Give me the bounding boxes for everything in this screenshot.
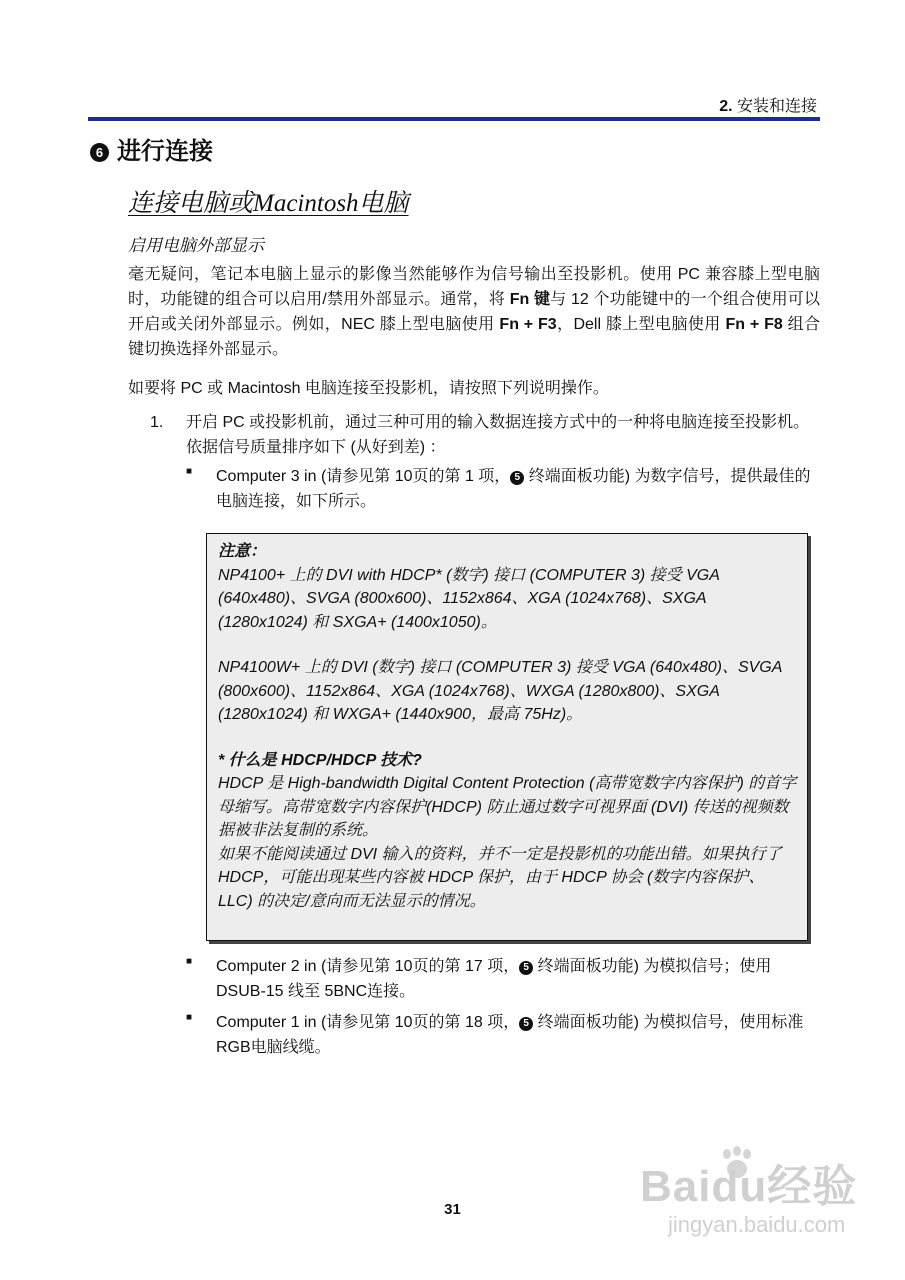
bullet-text: Computer 3 in (请参见第 10页的第 1 项， bbox=[216, 468, 511, 485]
section-title-text: 进行连接 bbox=[117, 138, 213, 165]
note-paragraph: NP4100W+ 上的 DVI (数字) 接口 (COMPUTER 3) 接受 VGA (640x480)、SVGA (800x600)、1152x864、XGA (1024x768)、WXGA (1280x800)、SXGA (1280x1024) 和 WXGA+ (1440x900，最高 75Hz)。 bbox=[218, 659, 782, 723]
para1-text-a: 毫无疑问，笔记本电脑上显示的影像当然能够作为信号输出至投影机。使用 PC 兼容膝上型电脑时，功能键的组合可以启用/禁用外部显示。通常，将 bbox=[128, 266, 820, 308]
bullet-text: 终端面板功能) 为数字信号，提供最佳的电脑连接，如下所示。 bbox=[216, 468, 811, 510]
circled-number-icon: 5 bbox=[519, 961, 533, 975]
fn-key-label: Fn 键 bbox=[509, 291, 551, 308]
bullet-text: Computer 2 in (请参见第 10页的第 17 项， bbox=[216, 958, 520, 975]
bullet-item bbox=[216, 464, 820, 514]
chapter-number: 2. bbox=[719, 98, 733, 115]
note-box bbox=[206, 533, 808, 941]
note-heading: 注意： bbox=[218, 543, 267, 560]
note-paragraph: NP4100+ 上的 DVI with HDCP* (数字) 接口 (COMPUTER 3) 接受 VGA (640x480)、SVGA (800x600)、1152x864、XGA (1024x768)、SXGA (1280x1024) 和 SXGA+ (1400x1050)。 bbox=[218, 566, 720, 631]
nec-keys-label: Fn + F3 bbox=[499, 316, 557, 333]
bullet-marker: ■ bbox=[186, 956, 193, 967]
para1-text-b: 与 12 个功能键中的一个组合使用可以开启或关闭外部显示。例如，NEC 膝上型电脑使用 bbox=[128, 291, 820, 333]
bullet-item bbox=[216, 1010, 820, 1060]
para1-text-c: ，Dell 膝上型电脑使用 bbox=[556, 316, 726, 333]
section-number-icon: 6 bbox=[90, 143, 109, 162]
note-paragraph: 如果不能阅读通过 DVI 输入的资料，并不一定是投影机的功能出错。如果执行了 HDCP，可能出现某些内容被 HDCP 保护，由于 HDCP 协会 (数字内容保护、LLC) 的决定/意向而无法显示的情况。 bbox=[218, 845, 782, 910]
circled-number-icon: 5 bbox=[510, 471, 524, 485]
section-title bbox=[90, 131, 213, 166]
paragraph-2: 如要将 PC 或 Macintosh 电脑连接至投影机，请按照下列说明操作。 bbox=[128, 380, 609, 397]
bullet-text: 终端面板功能) 为模拟信号，使用标准RGB电脑线缆。 bbox=[216, 1014, 804, 1056]
step-number: 1. bbox=[150, 414, 164, 431]
paragraph-1 bbox=[128, 262, 820, 362]
page-number: 31 bbox=[444, 1201, 461, 1218]
step-text: 开启 PC 或投影机前，通过三种可用的输入数据连接方式中的一种将电脑连接至投影机。依据信号质量排序如下 (从好到差) ： bbox=[186, 414, 810, 456]
circled-number-icon: 5 bbox=[519, 1017, 533, 1031]
subheading: 启用电脑外部显示 bbox=[128, 236, 264, 255]
bullet-marker: ■ bbox=[186, 466, 193, 477]
header-rule bbox=[88, 117, 820, 121]
subtitle: 连接电脑或Macintosh电脑 bbox=[128, 190, 409, 217]
dell-keys-label: Fn + F8 bbox=[725, 316, 783, 333]
watermark-url: jingyan.baidu.com bbox=[668, 1212, 846, 1237]
bullet-item bbox=[216, 954, 820, 1004]
note-paragraph: HDCP 是 High-bandwidth Digital Content Protection (高带宽数字内容保护) 的首字母缩写。高带宽数字内容保护(HDCP) 防止通过数字可视界面 (DVI) 传送的视频数据被非法复制的系统。 bbox=[218, 775, 797, 839]
watermark-logo: Baidu经验 bbox=[640, 1162, 858, 1211]
bullet-text: Computer 1 in (请参见第 10页的第 18 项， bbox=[216, 1014, 520, 1031]
para1-text-d: 组合键切换选择外部显示。 bbox=[128, 316, 820, 358]
note-question-heading: * 什么是 HDCP/HDCP 技术? bbox=[218, 751, 422, 769]
bullet-text: 终端面板功能) 为模拟信号；使用DSUB-15 线至 5BNC连接。 bbox=[216, 958, 772, 1000]
chapter-title: 安装和连接 bbox=[736, 98, 817, 115]
bullet-marker: ■ bbox=[186, 1012, 193, 1023]
chapter-header bbox=[719, 93, 817, 116]
